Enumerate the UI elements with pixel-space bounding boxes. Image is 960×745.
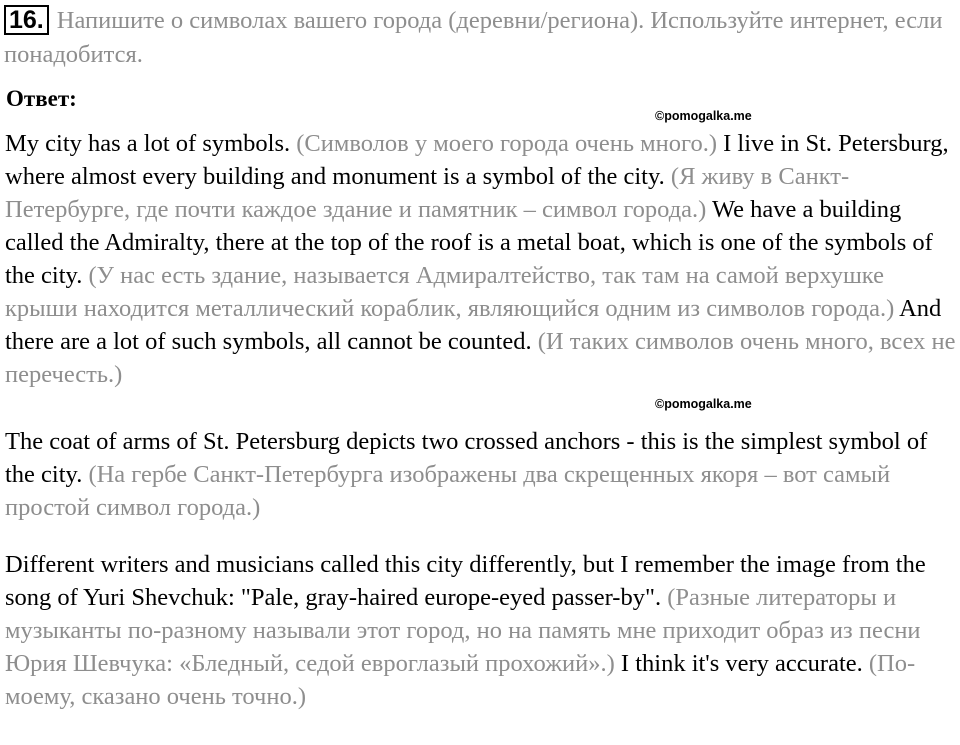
english-sentence: I live in St. Petersburg, where almost every building and monument is a symbol of the city. [5, 130, 949, 190]
answer-label: Ответ: [6, 86, 77, 111]
answer-paragraph-1 [5, 127, 960, 391]
english-sentence: We have a building called the Admiralty, there at the top of the roof is a metal boat, which is one of the symbols of the city. [5, 196, 933, 289]
english-sentence: The coat of arms of St. Petersburg depicts two crossed anchors - this is the simplest symbol of the city. [5, 428, 928, 488]
russian-translation: (На гербе Санкт-Петербурга изображены два скрещенных якоря – вот самый простой символ города.) [5, 461, 891, 521]
answer-paragraph-3 [5, 548, 960, 713]
english-sentence: And there are a lot of such symbols, all cannot be counted. [5, 295, 942, 355]
russian-translation: (Разные литераторы и музыканты по-разному называли этот город, но на память мне приходит образ из песни Юрия Шевчука: «Бледный, седой евроглазый прохожий».) [5, 584, 921, 677]
russian-translation: (У нас есть здание, называется Адмиралтейство, так там на самой верхушке крыши находится металлический кораблик, являющийся одним из символов города.) [5, 262, 900, 322]
english-sentence: My city has a lot of symbols. [5, 130, 297, 157]
russian-translation: (По-моему, сказано очень точно.) [5, 650, 916, 710]
task-text: Напишите о символах вашего города (деревни/региона). Используйте интернет, если понадобится. [4, 7, 943, 68]
russian-translation: (Я живу в Санкт-Петербурге, где почти каждое здание и памятник – символ города.) [5, 163, 850, 223]
russian-translation: (И таких символов очень много, всех не перечесть.) [5, 328, 956, 388]
english-sentence: I think it's very accurate. [620, 650, 869, 677]
english-sentence: Different writers and musicians called this city differently, but I remember the image from the song of Yuri Shevchuk: "Pale, gray-haired europe-eyed passer-by". [5, 551, 926, 611]
watermark: ©pomogalka.me [655, 109, 752, 123]
answer-paragraph-2 [5, 425, 960, 524]
russian-translation: (Символов у моего города очень много.) [296, 130, 724, 157]
watermark: ©pomogalka.me [655, 397, 752, 411]
task-number: 16. [4, 5, 49, 35]
task-statement [4, 4, 944, 72]
